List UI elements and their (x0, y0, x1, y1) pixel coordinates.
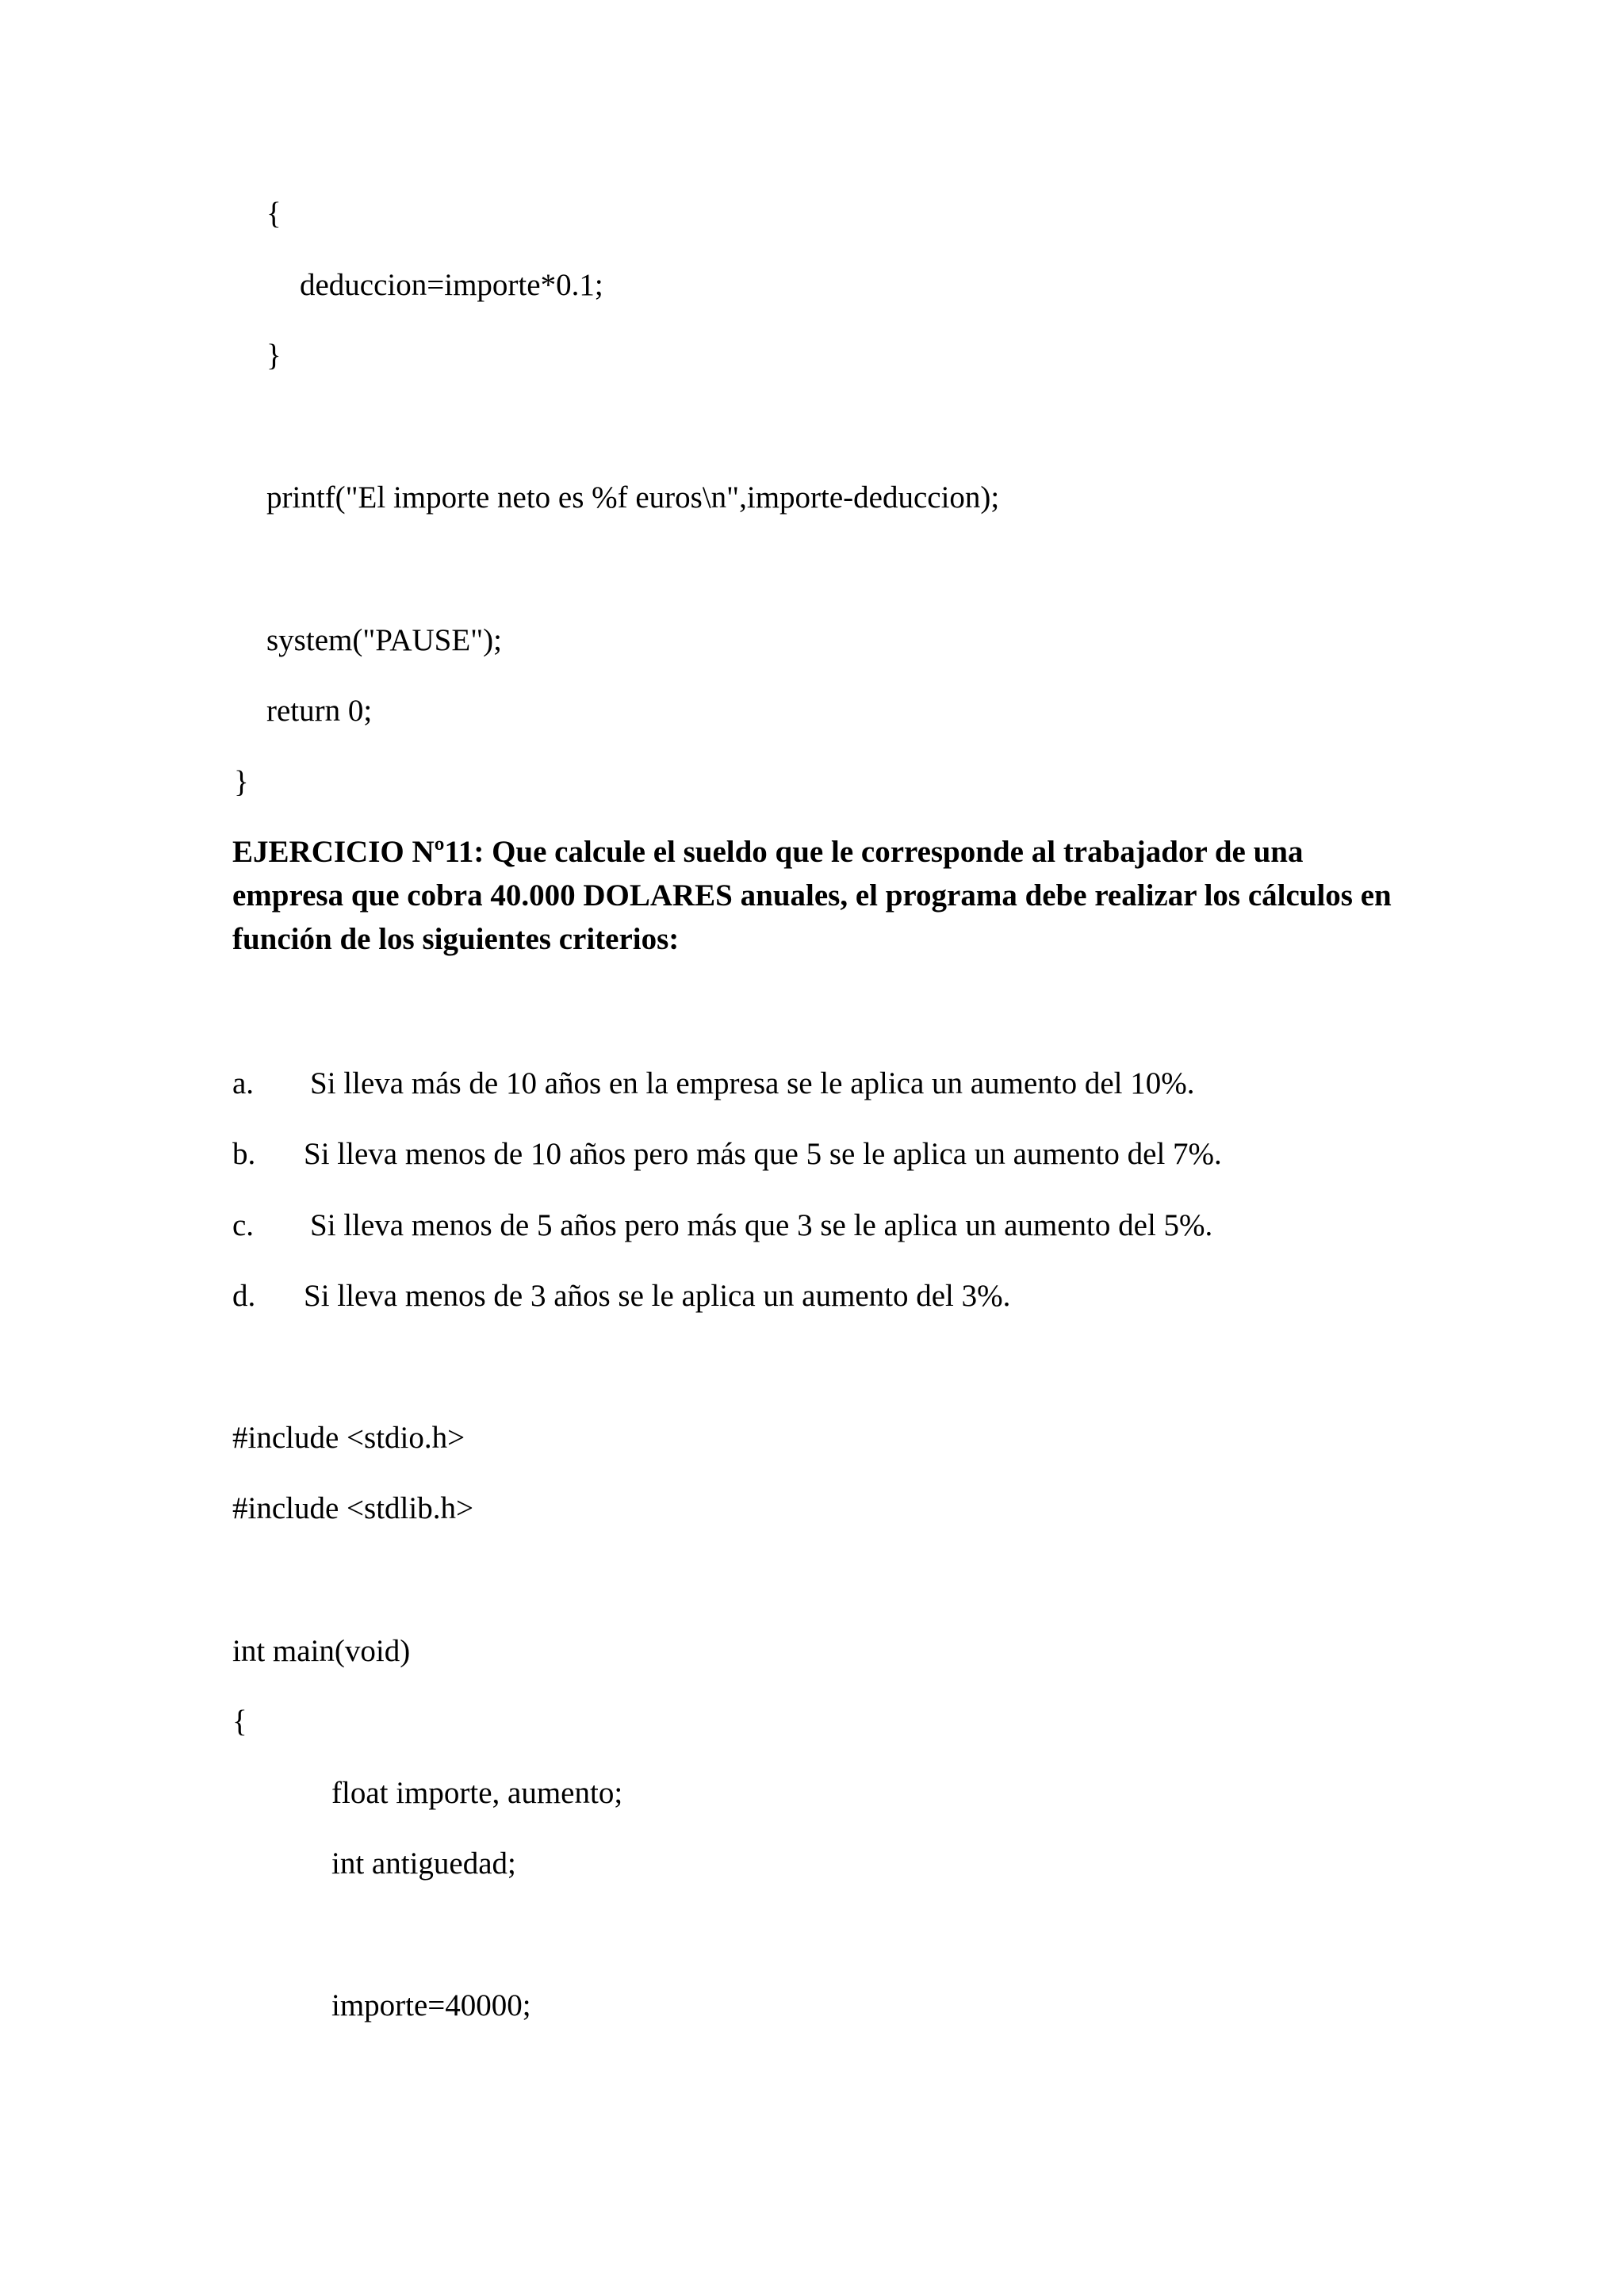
code-line-importe-assign: importe=40000; (331, 1988, 531, 2022)
code-line-deduccion: deduccion=importe*0.1; (300, 268, 603, 302)
code-line-return: return 0; (266, 694, 373, 728)
criterion-item (232, 1277, 1010, 1315)
code-line-main-open-brace: { (232, 1705, 247, 1739)
code-line-main-close-brace: } (234, 765, 249, 799)
criterion-letter: b. (232, 1137, 256, 1171)
criterion-letter: a. (232, 1066, 255, 1100)
criterion-item (232, 1065, 1194, 1103)
criterion-text: Si lleva menos de 10 años pero más que 5 se le aplica un aumento del 7%. (304, 1137, 1222, 1171)
exercise-heading: EJERCICIO Nº11: Que calcule el sueldo que le corresponde al trabajador de una empresa que cobra 40.000 DOLARES anuales, el programa debe realizar los cálculos en función de los siguientes criterios: (232, 835, 1392, 956)
code-line-open-brace: { (266, 197, 282, 231)
code-line-system-pause: system("PAUSE"); (266, 623, 502, 657)
code-line-printf: printf("El importe neto es %f euros\n",importe-deduccion); (266, 480, 1000, 515)
code-line-include-stdlib: #include <stdlib.h> (232, 1491, 473, 1525)
code-line-int-decl: int antiguedad; (331, 1846, 516, 1881)
criterion-text: Si lleva menos de 3 años se le aplica un aumento del 3%. (304, 1279, 1011, 1313)
code-line-float-decl: float importe, aumento; (331, 1776, 623, 1810)
code-line-include-stdio: #include <stdio.h> (232, 1421, 465, 1455)
criterion-text: Si lleva más de 10 años en la empresa se le aplica un aumento del 10%. (310, 1066, 1195, 1100)
criterion-letter: d. (232, 1279, 256, 1313)
criterion-letter: c. (232, 1208, 255, 1242)
code-line-main-signature: int main(void) (232, 1634, 411, 1668)
code-line-close-brace: } (266, 339, 282, 373)
criterion-item (232, 1135, 1222, 1173)
criterion-text: Si lleva menos de 5 años pero más que 3 se le aplica un aumento del 5%. (310, 1208, 1213, 1242)
criterion-item (232, 1207, 1212, 1245)
